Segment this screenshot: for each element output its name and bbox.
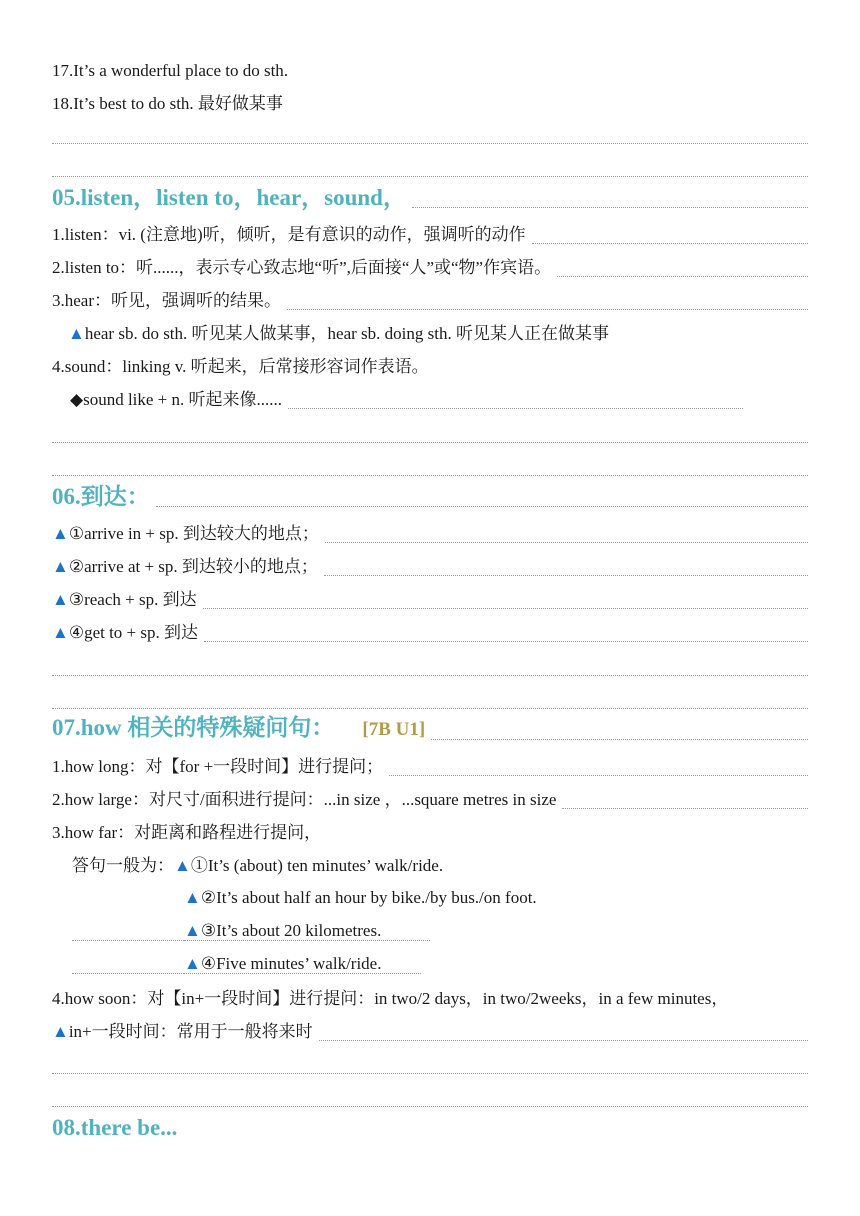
sec07-item-4-text: 4.how soon：对【in+一段时间】进行提问：in two/2 days，in two/2weeks，in a few minutes， (52, 989, 729, 1008)
section-07-heading (52, 712, 808, 745)
sec05-item-1-text: 1.listen：vi. (注意地)听，倾听，是有意识的动作，强调听的动作 (52, 225, 526, 244)
answer-1-text: ①It’s (about) ten minutes’ walk/ride. (190, 856, 444, 875)
item-17 (52, 52, 808, 85)
sec05-item-4 (52, 348, 808, 381)
sec07-item-3-text: 3.how far：对距离和路程进行提问， (52, 823, 322, 842)
triangle-icon: ▲ (68, 324, 85, 343)
answer-4-text: ④Five minutes’ walk/ride. (200, 954, 382, 973)
sec06-item-4 (52, 614, 808, 647)
item-18-text: 18.It’s best to do sth. 最好做某事 (52, 94, 283, 113)
answer-row-2 (184, 887, 537, 909)
sec07-item-1-text: 1.how long：对【for +一段时间】进行提问； (52, 757, 384, 776)
diamond-icon: ◆ (70, 390, 84, 409)
triangle-icon: ▲ (184, 888, 201, 907)
sec07-note (52, 1013, 808, 1046)
sec06-item-4-text: ④get to + sp. 到达 (68, 623, 199, 642)
answer-row-1 (52, 847, 808, 880)
triangle-icon: ▲ (52, 623, 69, 642)
answer-2-text: ②It’s about half an hour by bike./by bus./on foot. (200, 888, 537, 907)
item-17-text: 17.It’s a wonderful place to do sth. (52, 61, 289, 80)
sec06-item-3 (52, 581, 808, 614)
sec07-item-1 (52, 748, 808, 781)
sec07-item-4 (52, 980, 808, 1013)
blank-segment (72, 973, 184, 974)
answer-row-4 (184, 953, 381, 975)
sec05-item-3-text: 3.hear：听见，强调听的结果。 (52, 291, 282, 310)
triangle-icon: ▲ (52, 1022, 69, 1041)
sec07-note-text: in+一段时间：常用于一般将来时 (68, 1022, 313, 1041)
triangle-icon: ▲ (184, 921, 201, 940)
sec07-item-2-text: 2.how large：对尺寸/面积进行提问：...in size ，...square metres in size (52, 790, 557, 809)
section-08-heading (52, 1110, 808, 1143)
sec07-item-3 (52, 814, 808, 847)
sec06-item-1-text: ①arrive in + sp. 到达较大的地点； (68, 524, 319, 543)
section-05-title: 05.listen，listen to，hear，sound， (52, 185, 406, 210)
section-07-title: 07.how 相关的特殊疑问句： (52, 715, 335, 740)
answer-lead-text: 答句一般为： (72, 856, 174, 875)
sec05-item-2-text: 2.listen to：听......，表示专心致志地“听”,后面接“人”或“物”作宾语。 (52, 258, 552, 277)
section-08-title: 08.there be... (52, 1115, 178, 1140)
section-06-title: 06.到达： (52, 484, 150, 509)
sec06-item-2 (52, 548, 808, 581)
sec05-item-4-sub-text: sound like + n. 听起来像...... (83, 390, 283, 409)
sec05-item-1 (52, 216, 808, 249)
blank-line (52, 675, 808, 676)
blank-segment (184, 940, 430, 941)
sec05-item-3-sub (52, 315, 808, 348)
sec05-item-3-sub-text: hear sb. do sth. 听见某人做某事，hear sb. doing sth. 听见某人正在做某事 (84, 324, 609, 343)
blank-line (52, 143, 808, 144)
sec06-item-3-text: ③reach + sp. 到达 (68, 590, 197, 609)
triangle-icon: ▲ (184, 954, 201, 973)
sec06-item-2-text: ②arrive at + sp. 到达较小的地点； (68, 557, 318, 576)
blank-line (52, 442, 808, 443)
triangle-icon: ▲ (174, 856, 191, 875)
sec06-item-1 (52, 515, 808, 548)
triangle-icon: ▲ (52, 524, 69, 543)
sec07-item-2 (52, 781, 808, 814)
blank-segment (72, 940, 184, 941)
triangle-icon: ▲ (52, 590, 69, 609)
blank-segment (184, 973, 421, 974)
blank-line (52, 708, 808, 709)
blank-line (52, 475, 808, 476)
answer-row-3 (184, 920, 381, 942)
blank-line (52, 176, 808, 177)
blank-line (52, 1073, 808, 1074)
triangle-icon: ▲ (52, 557, 69, 576)
unit-tag: [7B U1] (362, 719, 426, 740)
sec05-item-3 (52, 282, 808, 315)
item-18 (52, 85, 808, 118)
sec05-item-2 (52, 249, 808, 282)
section-05-heading (52, 180, 808, 213)
section-06-heading (52, 479, 808, 512)
blank-line (52, 1106, 808, 1107)
answer-3-text: ③It’s about 20 kilometres. (200, 921, 382, 940)
sec05-item-4-sub (52, 381, 808, 414)
sec05-item-4-text: 4.sound：linking v. 听起来，后常接形容词作表语。 (52, 357, 429, 376)
